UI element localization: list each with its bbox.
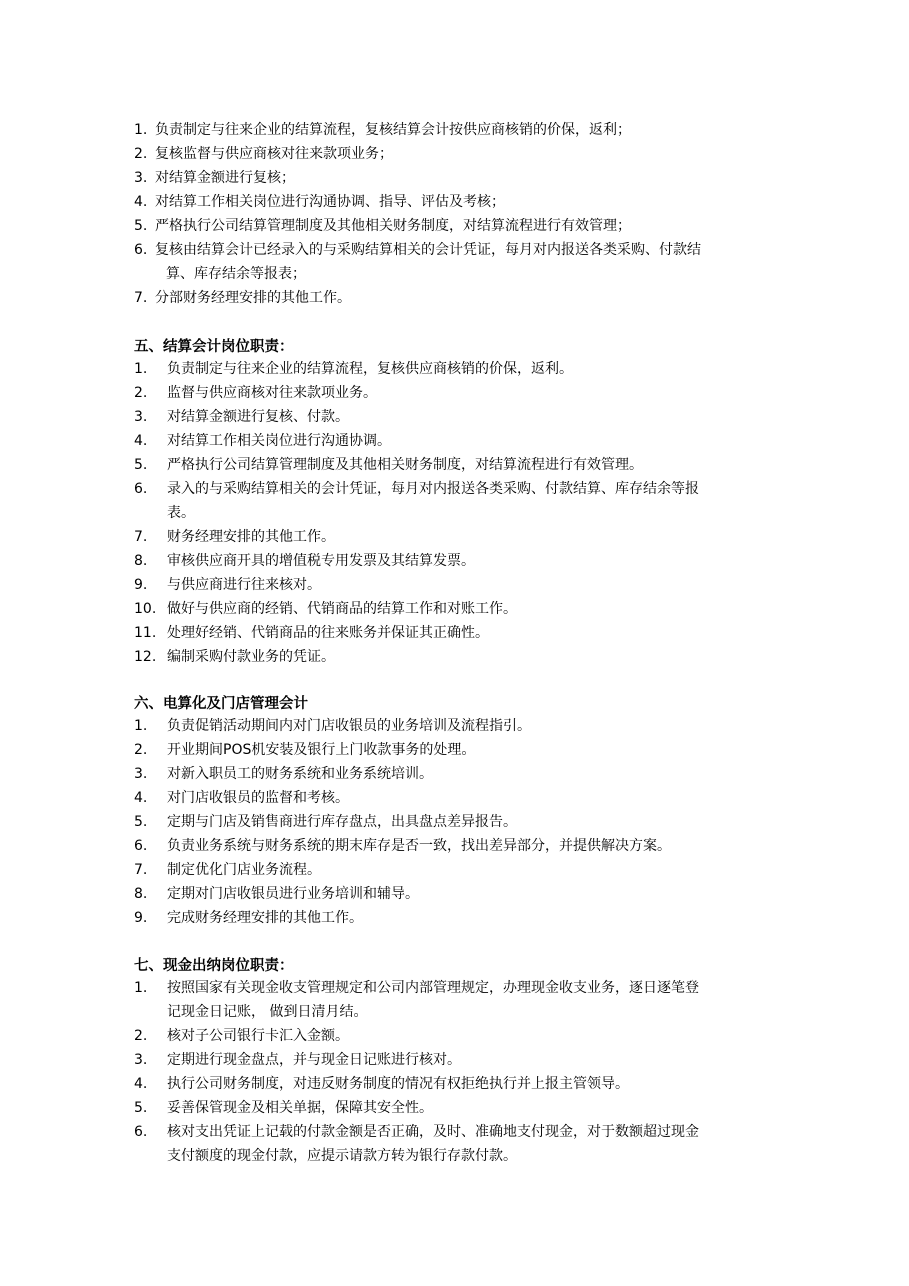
list-item	[134, 621, 794, 645]
list-item-number: 3.	[134, 409, 148, 425]
list-item-line: 算、库存结余等报表；	[166, 266, 306, 282]
list-item-line: 录入的与采购结算相关的会计凭证，每月对内报送各类采购、付款结算、库存结余等报	[167, 481, 699, 497]
list-item-line: 制定优化门店业务流程。	[167, 862, 321, 878]
list-item	[134, 1096, 794, 1120]
list-item-text	[167, 976, 794, 1024]
list-item-line: 处理好经销、代销商品的往来账务并保证其正确性。	[167, 625, 489, 641]
list-item	[134, 1024, 794, 1048]
list-item-number: 11.	[134, 625, 157, 641]
list-item-text	[167, 906, 794, 930]
list-item-text	[167, 762, 794, 786]
list-item-line: 完成财务经理安排的其他工作。	[167, 910, 363, 926]
list-item-text	[155, 214, 794, 238]
list-item-line: 负责促销活动期间内对门店收银员的业务培训及流程指引。	[167, 718, 531, 734]
list-item	[134, 429, 794, 453]
list-item-line: 负责业务系统与财务系统的期末库存是否一致，找出差异部分，并提供解决方案。	[167, 838, 671, 854]
list-item	[134, 976, 794, 1024]
list-item-number: 5.	[134, 1100, 148, 1116]
list-item-text	[167, 1120, 794, 1168]
list-item-line: 复核监督与供应商核对往来款项业务；	[155, 146, 393, 162]
list-item-text	[167, 573, 794, 597]
list-item-number: 3.	[134, 1052, 148, 1068]
list-item-line: 严格执行公司结算管理制度及其他相关财务制度，对结算流程进行有效管理；	[155, 218, 631, 234]
list-item-text	[167, 429, 794, 453]
list-item-line: 审核供应商开具的增值税专用发票及其结算发票。	[167, 553, 475, 569]
list-item-line: 定期对门店收银员进行业务培训和辅导。	[167, 886, 419, 902]
list-item	[134, 190, 794, 214]
list-item-line: 核对子公司银行卡汇入金额。	[167, 1028, 349, 1044]
list-item	[134, 573, 794, 597]
list-item	[134, 1120, 794, 1168]
list-item-line: 对结算工作相关岗位进行沟通协调。	[167, 433, 391, 449]
list-item-number: 9.	[134, 577, 148, 593]
list-item	[134, 525, 794, 549]
list-item	[134, 118, 794, 142]
list-item-number: 6.	[134, 242, 148, 258]
list-item-number: 4.	[134, 1076, 148, 1092]
list-item-text	[167, 477, 794, 525]
list-item	[134, 381, 794, 405]
list-item-number: 4.	[134, 194, 148, 210]
list-item-line: 与供应商进行往来核对。	[167, 577, 321, 593]
list-item	[134, 645, 794, 669]
list-item-text	[167, 738, 794, 762]
list-item-line: 负责制定与往来企业的结算流程，复核结算会计按供应商核销的价保，返利；	[155, 122, 631, 138]
list-item	[134, 477, 794, 525]
list-item-line: 对结算金额进行复核；	[155, 170, 295, 186]
list-item-text	[167, 1024, 794, 1048]
list-item-text	[167, 525, 794, 549]
list-item-line: 做好与供应商的经销、代销商品的结算工作和对账工作。	[167, 601, 517, 617]
list-item-number: 1.	[134, 980, 148, 996]
section5-title: 五、结算会计岗位职责：	[134, 339, 294, 355]
list-item-line: 妥善保管现金及相关单据，保障其安全性。	[167, 1100, 433, 1116]
list-item-line: 表。	[167, 505, 195, 521]
section6-list	[134, 714, 794, 930]
list-item	[134, 1048, 794, 1072]
list-item-number: 1.	[134, 361, 148, 377]
list-item-line: 支付额度的现金付款，应提示请款方转为银行存款付款。	[167, 1148, 517, 1164]
list-item	[134, 810, 794, 834]
list-item-text	[155, 166, 794, 190]
list-item-number: 7.	[134, 290, 148, 306]
list-item-line: 对结算金额进行复核、付款。	[167, 409, 349, 425]
section7-list	[134, 976, 794, 1168]
list-item-number: 6.	[134, 481, 148, 497]
list-item-text	[167, 453, 794, 477]
list-item-line: 负责制定与往来企业的结算流程，复核供应商核销的价保，返利。	[167, 361, 573, 377]
section7-title: 七、现金出纳岗位职责：	[134, 958, 294, 974]
intro-list	[134, 118, 794, 310]
list-item-line: 对门店收银员的监督和考核。	[167, 790, 349, 806]
list-item-text	[167, 858, 794, 882]
list-item-number: 2.	[134, 146, 148, 162]
list-item-text	[167, 714, 794, 738]
list-item-text	[167, 834, 794, 858]
list-item-line: 执行公司财务制度，对违反财务制度的情况有权拒绝执行并上报主管领导。	[167, 1076, 629, 1092]
list-item-text	[155, 118, 794, 142]
list-item-number: 7.	[134, 862, 148, 878]
list-item	[134, 166, 794, 190]
list-item	[134, 882, 794, 906]
list-item-number: 6.	[134, 1124, 148, 1140]
list-item-text	[155, 142, 794, 166]
list-item-line: 严格执行公司结算管理制度及其他相关财务制度，对结算流程进行有效管理。	[167, 457, 643, 473]
list-item-line: 财务经理安排的其他工作。	[167, 529, 335, 545]
list-item-text	[167, 597, 794, 621]
list-item	[134, 834, 794, 858]
list-item-number: 10.	[134, 601, 157, 617]
list-item-line: 对新入职员工的财务系统和业务系统培训。	[167, 766, 433, 782]
list-item	[134, 858, 794, 882]
list-item-text	[167, 786, 794, 810]
list-item-number: 3.	[134, 170, 148, 186]
list-item-number: 5.	[134, 814, 148, 830]
list-item-line: 按照国家有关现金收支管理规定和公司内部管理规定，办理现金收支业务，逐日逐笔登	[167, 980, 699, 996]
list-item	[134, 597, 794, 621]
list-item-text	[155, 190, 794, 214]
list-item	[134, 214, 794, 238]
list-item	[134, 286, 794, 310]
list-item-number: 8.	[134, 553, 148, 569]
list-item-line: 监督与供应商核对往来款项业务。	[167, 385, 377, 401]
list-item-text	[167, 810, 794, 834]
list-item-line: 开业期间POS机安装及银行上门收款事务的处理。	[167, 742, 476, 758]
list-item-number: 7.	[134, 529, 148, 545]
list-item-number: 2.	[134, 1028, 148, 1044]
list-item-line: 分部财务经理安排的其他工作。	[155, 290, 351, 306]
list-item-text	[167, 405, 794, 429]
list-item-text	[155, 286, 794, 310]
list-item-line: 核对支出凭证上记载的付款金额是否正确，及时、准确地支付现金，对于数额超过现金	[167, 1124, 699, 1140]
list-item-line: 复核由结算会计已经录入的与采购结算相关的会计凭证，每月对内报送各类采购、付款结	[155, 242, 701, 258]
list-item-number: 6.	[134, 838, 148, 854]
list-item	[134, 1072, 794, 1096]
list-item	[134, 786, 794, 810]
list-item	[134, 714, 794, 738]
list-item-number: 1.	[134, 122, 148, 138]
list-item-number: 5.	[134, 218, 148, 234]
list-item-line: 定期与门店及销售商进行库存盘点，出具盘点差异报告。	[167, 814, 517, 830]
list-item-number: 12.	[134, 649, 157, 665]
list-item-text	[167, 1048, 794, 1072]
list-item-number: 5.	[134, 457, 148, 473]
list-item-number: 2.	[134, 742, 148, 758]
list-item	[134, 357, 794, 381]
list-item-text	[167, 1096, 794, 1120]
list-item-number: 9.	[134, 910, 148, 926]
list-item	[134, 453, 794, 477]
list-item-line: 定期进行现金盘点，并与现金日记账进行核对。	[167, 1052, 461, 1068]
list-item-line: 记现金日记账， 做到日清月结。	[167, 1004, 368, 1020]
section5-list	[134, 357, 794, 669]
list-item-line: 编制采购付款业务的凭证。	[167, 649, 335, 665]
list-item	[134, 142, 794, 166]
list-item	[134, 906, 794, 930]
list-item-text	[167, 381, 794, 405]
list-item-text	[167, 621, 794, 645]
list-item-number: 2.	[134, 385, 148, 401]
list-item-text	[167, 1072, 794, 1096]
list-item-number: 4.	[134, 790, 148, 806]
list-item-text	[155, 238, 794, 286]
list-item	[134, 549, 794, 573]
list-item	[134, 238, 794, 286]
list-item-text	[167, 882, 794, 906]
list-item-number: 4.	[134, 433, 148, 449]
list-item-number: 1.	[134, 718, 148, 734]
list-item-number: 8.	[134, 886, 148, 902]
list-item	[134, 405, 794, 429]
list-item-text	[167, 357, 794, 381]
list-item-line: 对结算工作相关岗位进行沟通协调、指导、评估及考核；	[155, 194, 505, 210]
section6-title: 六、电算化及门店管理会计	[134, 696, 308, 712]
list-item-number: 3.	[134, 766, 148, 782]
list-item	[134, 738, 794, 762]
list-item-text	[167, 549, 794, 573]
list-item-text	[167, 645, 794, 669]
list-item	[134, 762, 794, 786]
